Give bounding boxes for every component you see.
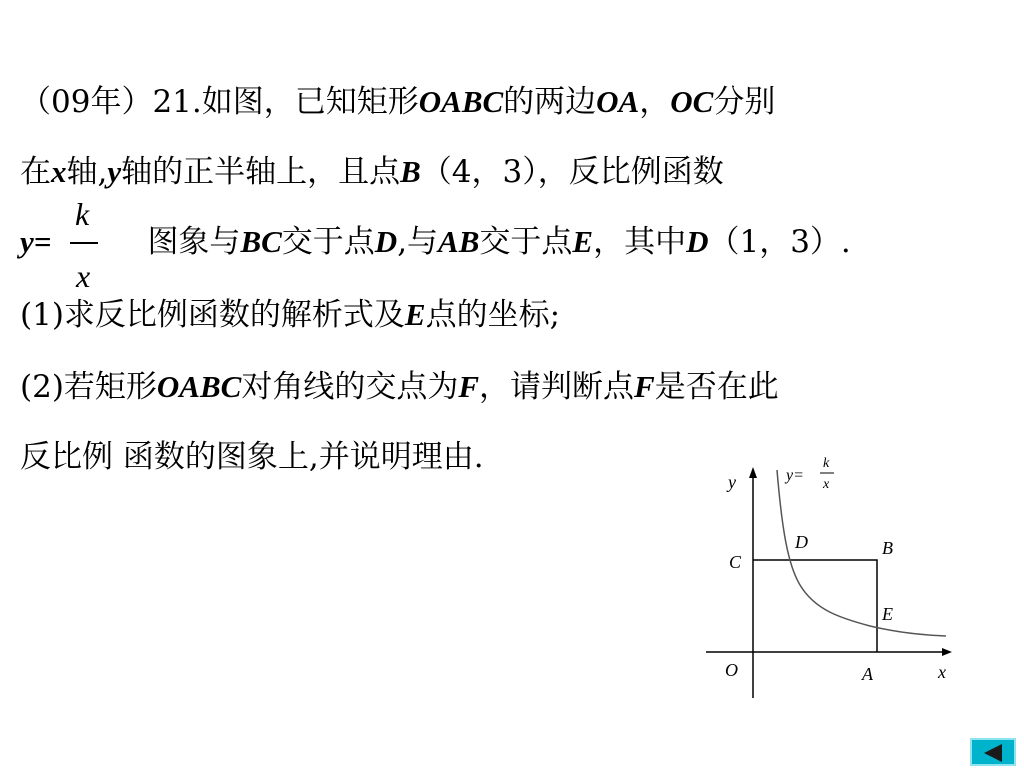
fraction-numerator: k [75,196,90,232]
problem-line-2 [20,152,724,192]
problem-line3-text2: 交于点 [281,224,375,260]
rect-oabc: OABC [418,84,504,119]
label-c: C [729,552,742,572]
problem-line2-axis1: 轴, [66,154,108,190]
fraction-denominator: x [76,258,91,294]
problem-line-4 [20,295,560,335]
question-2-end: 反比例 函数的图象上,并说明理由. [20,439,484,475]
rectangle-oabc [753,560,877,652]
x-axis-arrow [942,648,952,656]
coordinate-figure [700,440,962,702]
problem-line2-zai: 在 [20,154,51,190]
side-oc: OC [670,84,714,119]
label-a: A [862,664,873,684]
point-e: E [572,224,594,259]
problem-line-1 [20,82,775,122]
point-f: F [458,369,480,404]
problem-line3-text6: （1，3）. [708,224,851,260]
var-y: y [107,154,122,189]
func-label-num: k [823,456,830,471]
rect-oabc-q2: OABC [156,369,242,404]
label-d: D [795,532,808,552]
problem-line2-axis2: 轴的正半轴上，且点 [121,154,401,190]
func-label-den: x [823,477,830,492]
problem-line-6 [20,437,484,477]
label-e: E [882,604,893,624]
point-d: D [374,224,398,259]
problem-line1-mid: 的两边 [503,84,597,120]
func-label-prefix: y= [786,467,804,484]
problem-line1-prefix: （09年）21.如图，已知矩形 [20,84,419,120]
left-arrow-icon [984,744,1002,762]
problem-line-3 [20,222,851,262]
problem-line3-text3: ,与 [397,224,439,260]
question-2-mid2: ，请判断点 [479,369,635,405]
problem-line2-coords: （4，3），反比例函数 [420,154,724,190]
y-axis-label: y [728,472,736,492]
origin-label: O [725,660,738,680]
segment-ab: AB [438,224,480,259]
x-axis-label: x [938,662,946,682]
label-b: B [882,538,893,558]
question-2-suffix: 是否在此 [654,369,779,405]
fraction-bar [70,242,98,244]
y-equals: y= [20,224,52,259]
problem-line1-comma: ， [639,84,671,120]
point-d-2: D [686,224,709,259]
side-oa: OA [596,84,640,119]
problem-line1-suffix: 分别 [713,84,776,120]
question-1-suffix: 点的坐标; [425,297,561,333]
point-f-2: F [634,369,655,404]
problem-line3-text5: ，其中 [593,224,687,260]
problem-line3-text1: 图象与 [147,224,241,260]
var-x: x [51,154,67,189]
point-b: B [400,154,421,189]
y-axis-arrow [749,467,757,478]
hyperbola-curve [777,470,946,636]
segment-bc: BC [240,224,282,259]
question-1-prefix: (1)求反比例函数的解析式及 [20,297,405,333]
question-2-mid: 对角线的交点为 [241,369,459,405]
point-e-q1: E [404,297,426,332]
problem-line3-text4: 交于点 [479,224,573,260]
problem-line-5 [20,367,779,407]
question-2-prefix: (2)若矩形 [20,369,157,405]
back-button[interactable] [970,738,1016,766]
